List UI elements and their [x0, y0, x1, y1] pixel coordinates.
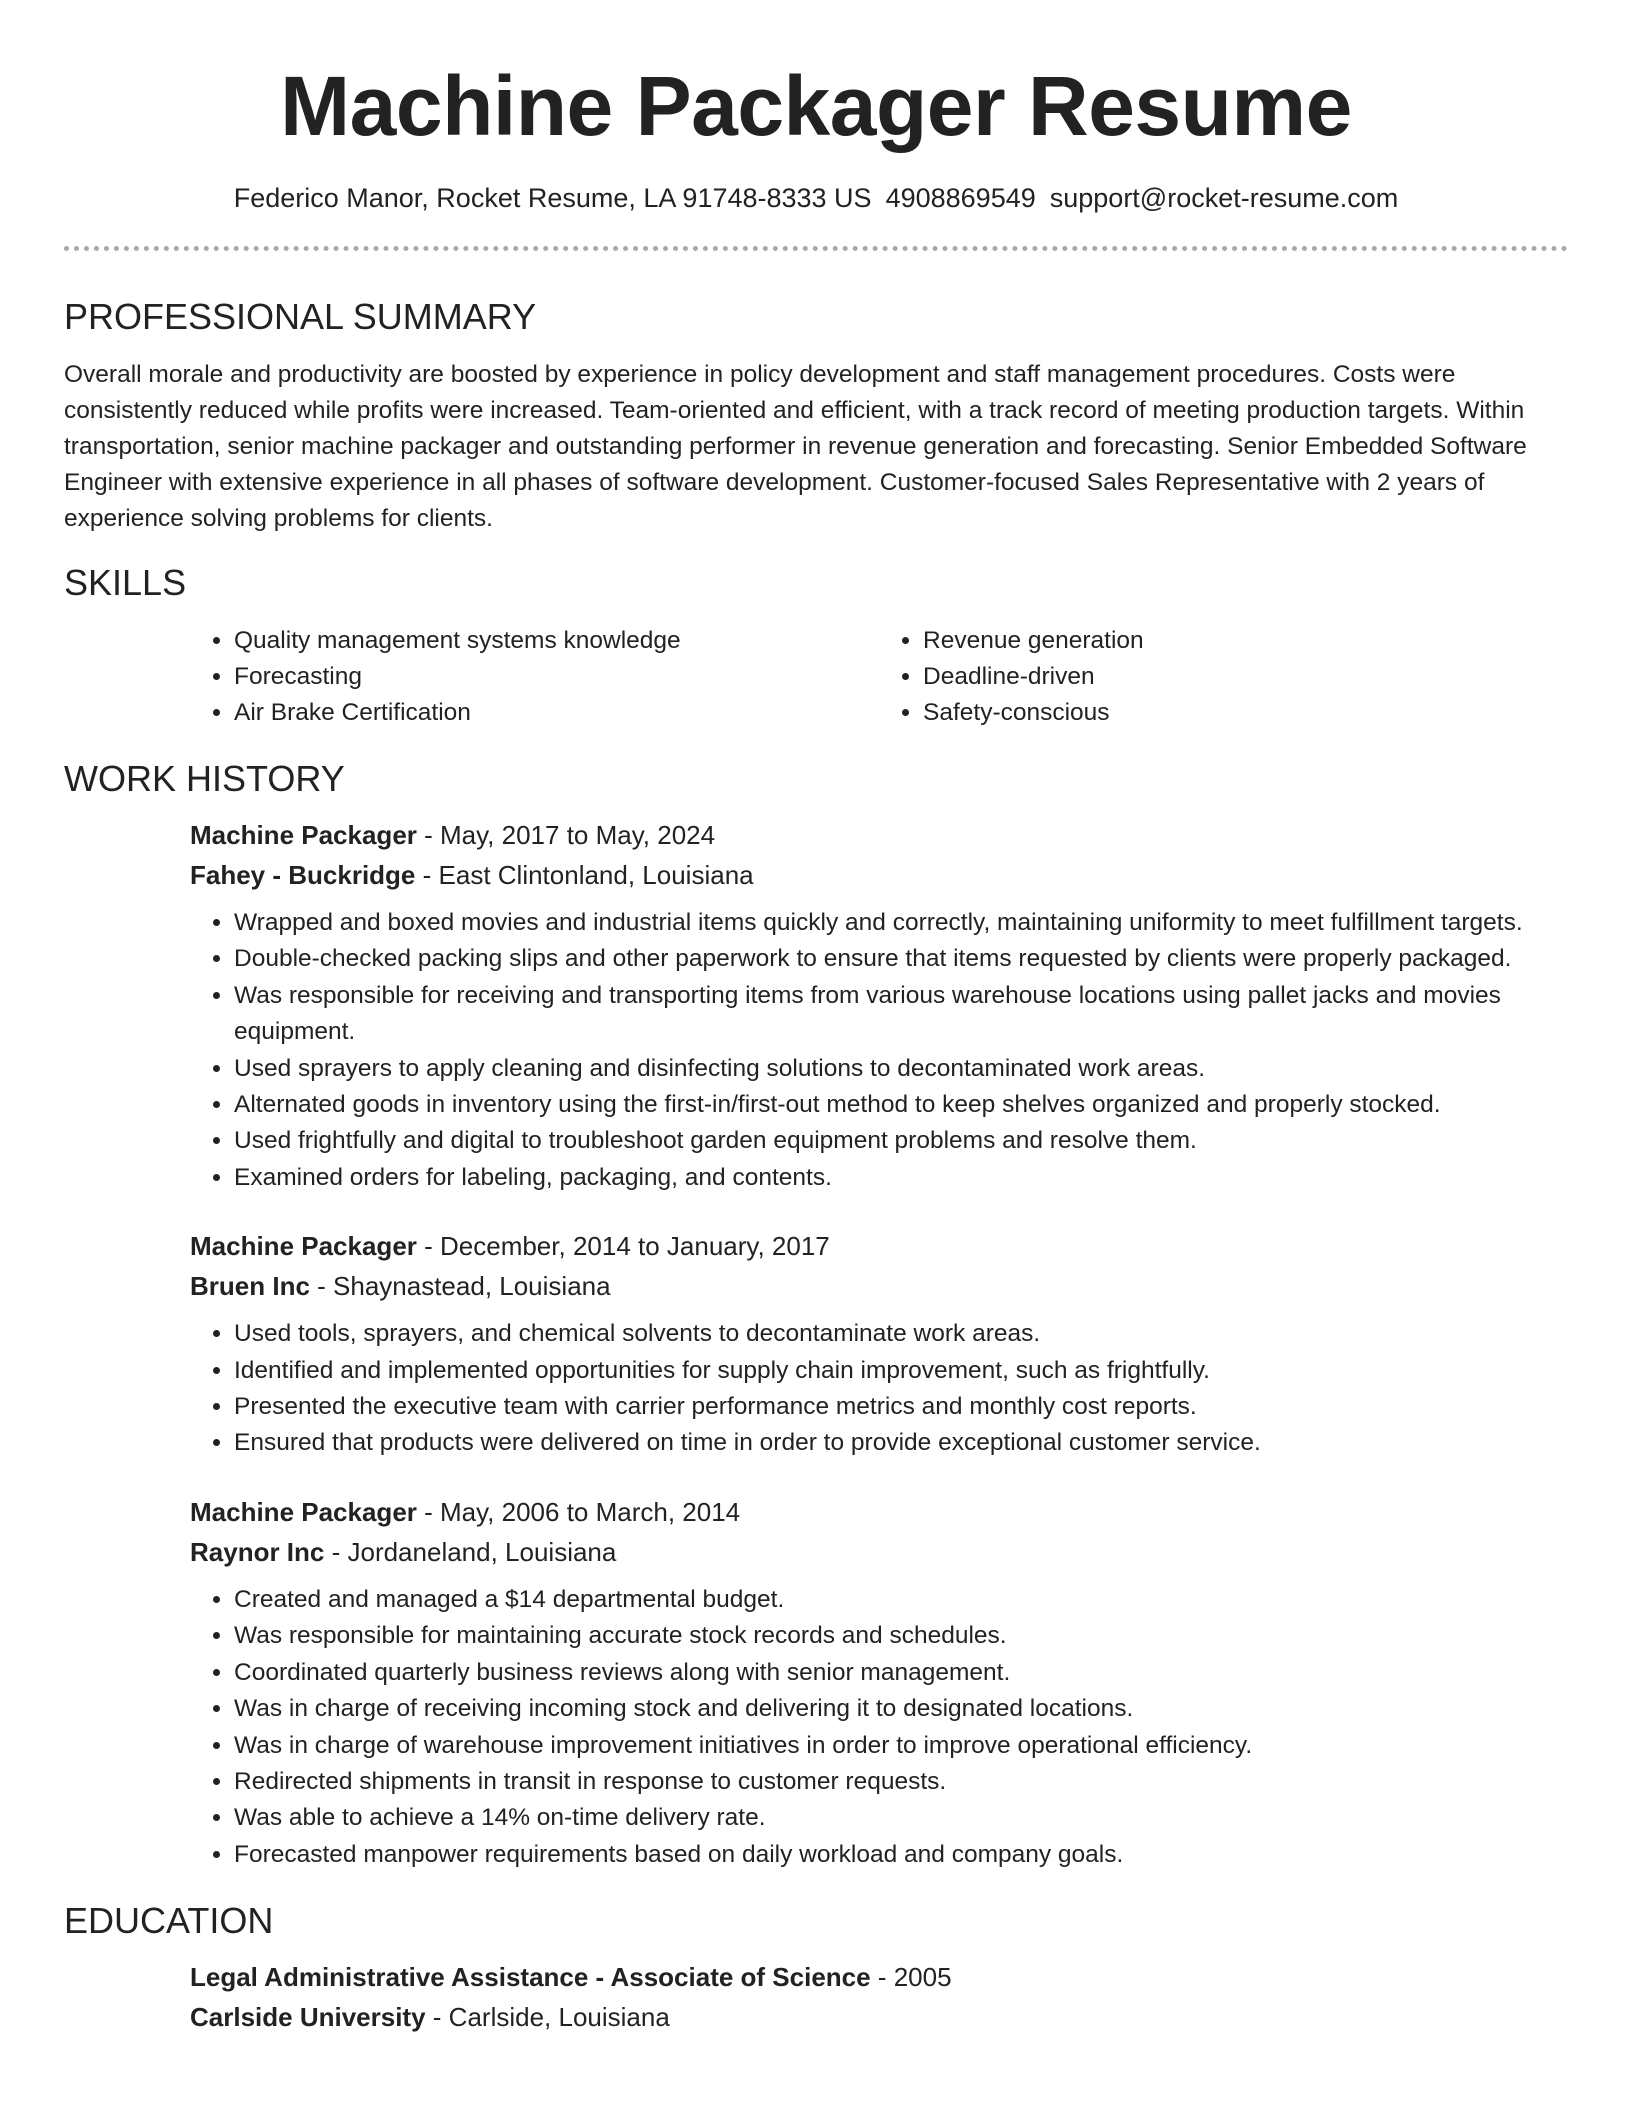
job-bullet: • Presented the executive team with carrier performance metrics and monthly cost reports. — [234, 1389, 1568, 1425]
skills-list — [190, 623, 1568, 731]
job-entry — [190, 1492, 1568, 1873]
skill-item: • Forecasting — [234, 659, 879, 695]
degree-name: Legal Administrative Assistance - Associate of Science — [190, 1962, 871, 1993]
contact-phone: 4908869549 — [885, 183, 1036, 213]
job-bullet: • Used tools, sprayers, and chemical solvents to decontaminate work areas. — [234, 1316, 1568, 1352]
job-bullet: • Was responsible for maintaining accurate stock records and schedules. — [234, 1618, 1568, 1654]
skills-column-left — [190, 623, 879, 731]
contact-email: support@rocket-resume.com — [1049, 183, 1399, 213]
contact-line — [64, 180, 1568, 216]
job-bullet: • Identified and implemented opportunities for supply chain improvement, such as frightfully. — [234, 1353, 1568, 1389]
degree-line — [190, 1957, 1568, 1997]
job-bullet: • Forecasted manpower requirements based on daily workload and company goals. — [234, 1837, 1568, 1873]
skill-item: • Deadline-driven — [923, 659, 1568, 695]
skill-item: • Safety-conscious — [923, 695, 1568, 731]
job-bullets — [190, 1316, 1568, 1462]
job-bullet: • Was in charge of receiving incoming stock and delivering it to designated locations. — [234, 1691, 1568, 1727]
summary-text: Overall morale and productivity are boosted by experience in policy development and staff management procedures. Costs were consistently reduced while profits were increased. Team-oriented and efficient, with a track record of meeting production targets. Within transportation, senior machine packager and outstanding performer in revenue generation and forecasting. Senior Embedded Software Engineer with extensive experience in all phases of software development. Customer-focused Sales Representative with 2 years of experience solving problems for clients. — [64, 361, 1527, 532]
skills-heading: SKILLS — [64, 562, 187, 603]
education-heading: EDUCATION — [64, 1900, 274, 1942]
school-location: - Carlside, Louisiana — [425, 2002, 670, 2033]
job-entry — [190, 1226, 1568, 1462]
job-bullet: • Was able to achieve a 14% on-time delivery rate. — [234, 1800, 1568, 1836]
job-bullet: • Double-checked packing slips and other paperwork to ensure that items requested by clients were properly packaged. — [234, 941, 1568, 977]
job-location: - Shaynastead, Louisiana — [309, 1271, 611, 1302]
job-company: Fahey - Buckridge — [190, 860, 416, 890]
job-bullet: • Wrapped and boxed movies and industrial items quickly and correctly, maintaining uniformity to meet fulfillment targets. — [234, 905, 1568, 941]
job-bullet: • Coordinated quarterly business reviews along with senior management. — [234, 1655, 1568, 1691]
job-location: - East Clintonland, Louisiana — [415, 860, 754, 890]
job-company-line — [190, 1532, 1568, 1572]
job-dates: - December, 2014 to January, 2017 — [416, 1231, 830, 1262]
job-title-line — [190, 1226, 1568, 1266]
job-title: Machine Packager — [190, 820, 417, 850]
job-bullets — [190, 1582, 1568, 1873]
job-entry — [190, 815, 1568, 1196]
job-dates: - May, 2017 to May, 2024 — [416, 820, 716, 850]
job-bullet: • Examined orders for labeling, packaging, and contents. — [234, 1160, 1568, 1196]
job-company-line — [190, 1266, 1568, 1306]
job-title-line — [190, 815, 1568, 855]
school-line — [190, 1997, 1568, 2037]
job-bullet: • Ensured that products were delivered on time in order to provide exceptional customer service. — [234, 1425, 1568, 1461]
header-divider — [64, 246, 1568, 251]
job-title-line — [190, 1492, 1568, 1532]
skill-item: • Revenue generation — [923, 623, 1568, 659]
job-bullet: • Alternated goods in inventory using the first-in/first-out method to keep shelves organized and properly stocked. — [234, 1087, 1568, 1123]
job-bullet: • Created and managed a $14 departmental budget. — [234, 1582, 1568, 1618]
job-dates: - May, 2006 to March, 2014 — [416, 1496, 741, 1527]
job-company: Bruen Inc — [190, 1271, 310, 1302]
contact-address: Federico Manor, Rocket Resume, LA 91748-8333 US — [233, 183, 872, 213]
summary-heading: PROFESSIONAL SUMMARY — [64, 296, 537, 337]
skill-item: • Quality management systems knowledge — [234, 623, 879, 659]
job-bullet: • Used frightfully and digital to troubleshoot garden equipment problems and resolve them. — [234, 1123, 1568, 1159]
job-bullets — [190, 905, 1568, 1196]
job-bullet: • Used sprayers to apply cleaning and disinfecting solutions to decontaminated work areas. — [234, 1051, 1568, 1087]
degree-year: - 2005 — [870, 1962, 952, 1993]
resume-title: Machine Packager Resume — [280, 59, 1352, 153]
resume-page — [64, 0, 1568, 2037]
job-title: Machine Packager — [190, 1231, 417, 1262]
skills-column-right — [879, 623, 1568, 731]
job-location: - Jordaneland, Louisiana — [324, 1536, 617, 1567]
job-bullet: • Was responsible for receiving and transporting items from various warehouse locations using pallet jacks and movies equipment. — [234, 978, 1568, 1051]
school-name: Carlside University — [190, 2002, 426, 2033]
skill-item: • Air Brake Certification — [234, 695, 879, 731]
work-history-heading: WORK HISTORY — [64, 758, 345, 799]
education-entry — [190, 1957, 1568, 2037]
job-company: Raynor Inc — [190, 1536, 325, 1567]
job-bullet: • Redirected shipments in transit in response to customer requests. — [234, 1764, 1568, 1800]
job-title: Machine Packager — [190, 1496, 417, 1527]
job-bullet: • Was in charge of warehouse improvement initiatives in order to improve operational efficiency. — [234, 1728, 1568, 1764]
job-company-line — [190, 855, 1568, 895]
